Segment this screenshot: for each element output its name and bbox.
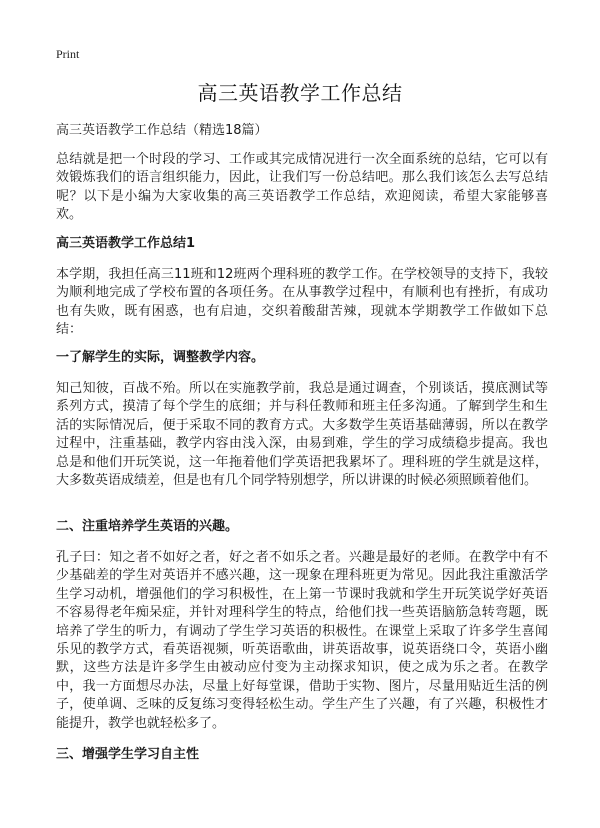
part3-heading: 三、增强学生学习自主性 [56,747,200,762]
part1-paragraph: 知己知彼，百战不殆。所以在实施教学前，我总是通过调查，个别谈话，摸底测试等系列方式，摸清了每个学生的底细；并与科任教师和班主任多沟通。了解到学生和生活的实际情况后，便于采取不同的教育方式。大多数学生英语基础薄弱，所以在教学过程中，注重基础，教学内容由浅入深，由易到难，学生的学习成绩稳步提高。我也总是和他们开玩笑说，这一年拖着他们学英语把我累坏了。理科班的学生就是这样，大多数英语成绩差，但是也有几个同学特别想学，所以讲课的时候必须照顾着他们。 [56,381,548,489]
section-title: 高三英语教学工作总结1 [56,236,196,251]
part2-paragraph: 孔子曰：知之者不如好之者，好之者不如乐之者。兴趣是最好的老师。在教学中有不少基础差的学生对英语并不感兴趣，这一现象在理科班更为常见。因此我注重激活学生学习动机，增强他们的学习积极性，在上第一节课时我就和学生开玩笑说学好英语不容易得老年痴呆症，并针对理科学生的特点，给他们找一些英语脑筋急转弯题，既培养了学生的听力，有调动了学生学习英语的积极性。在课堂上采取了许多学生喜闻乐见的教学方式，看英语视频，听英语歌曲，讲英语故事，说英语绕口令，英语小幽默，这些方法是许多学生由被动应付变为主动探求知识，使之成为乐之者。在教学中，我一方面想尽办法，尽量上好每堂课，借助于实物、图片，尽量用贴近生活的例子，使单调、乏味的反复练习变得轻松生动。学生产生了兴趣，有了兴趣，积极性才能提升，教学也就轻松多了。 [56,550,548,731]
page-title: 高三英语教学工作总结 [197,81,403,105]
intro-paragraph: 总结就是把一个时段的学习、工作或其完成情况进行一次全面系统的总结，它可以有效锻炼我们的语言组织能力，因此，让我们写一份总结吧。那么我们该怎么去写总结呢？以下是小编为大家收集的高三英语教学工作总结，欢迎阅读，希望大家能够喜欢。 [56,152,548,223]
part2-heading: 二、注重培养学生英语的兴趣。 [56,519,239,534]
section-intro-paragraph: 本学期，我担任高三11班和12班两个理科班的教学工作。在学校领导的支持下，我较为顺利地完成了学校布置的各项任务。在从事教学过程中，有顺利也有挫折，有成功也有失败，既有困惑，也有启迪，交织着酸甜苦辣，现就本学期教学工作做如下总结： [56,267,548,338]
document-subtitle: 高三英语教学工作总结（精选18篇） [56,123,268,138]
part1-heading: 一了解学生的实际，调整教学内容。 [56,350,265,365]
print-label[interactable]: Print [56,47,80,61]
